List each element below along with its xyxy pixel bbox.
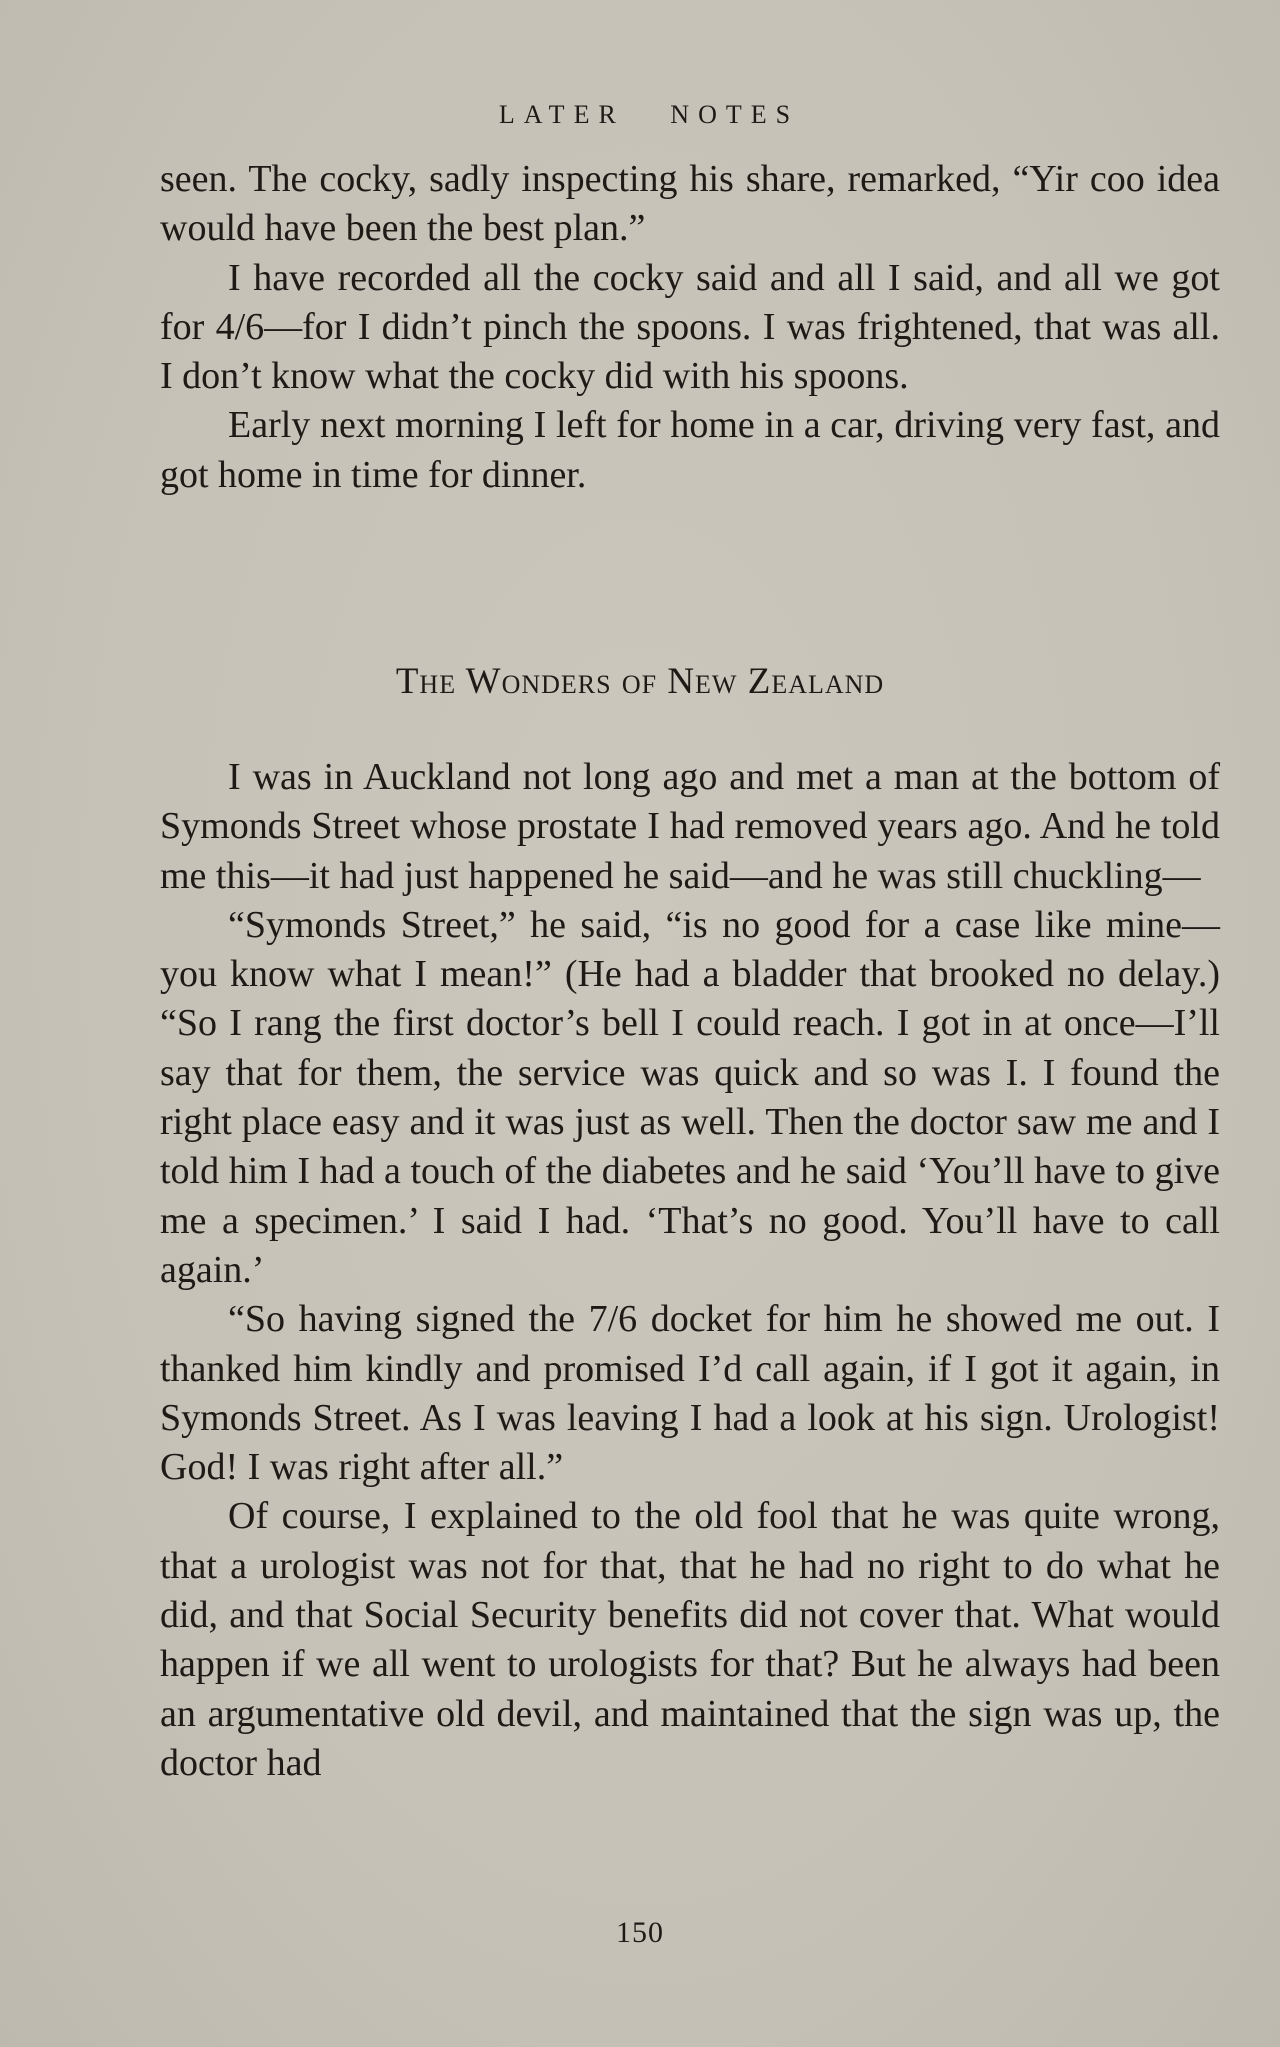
paragraph: I was in Auckland not long ago and met a man at the bottom of Symonds Street whose prostate I had removed years ago. And he told me this—it had just happened he said—and he was still chuckling—	[160, 756, 1220, 897]
paragraph: seen. The cocky, sadly inspecting his share, remarked, “Yir coo idea would have been the best plan.”	[160, 158, 1220, 250]
paragraph: “Symonds Street,” he said, “is no good for a case like mine—you know what I mean!” (He had a bladder that brooked no delay.) “So I rang the first doctor’s bell I could reach. I got in at once—I’ll say that for them, the service was quick and so was I. I found the right place easy and it was just as well. Then the doctor saw me and I told him I had a touch of the diabetes and he said ‘You’ll have to give me a specimen.’ I said I had. ‘That’s no good. You’ll have to call again.’	[160, 903, 1220, 1291]
running-head: LATER NOTES	[498, 100, 800, 129]
section-title: The Wonders of New Zealand	[395, 661, 885, 702]
paragraph: Of course, I explained to the old fool that he was quite wrong, that a urologist was not for that, that he had no right to do what he did, and that Social Security benefits did not cover that. What would happen if we all went to urologists for that? But he always had been an argumentative old devil, and maintained that the sign was up, the doctor had	[160, 1495, 1220, 1784]
paragraph: I have recorded all the cocky said and all I said, and all we got for 4/6—for I didn’t pinch the spoons. I was frightened, that was all. I don’t know what the cocky did with his spoons.	[160, 256, 1220, 398]
page-number: 150	[616, 1916, 664, 1949]
section-1-text	[160, 155, 1220, 500]
section-2-text	[160, 753, 1220, 1788]
paragraph: “So having signed the 7/6 docket for him he showed me out. I thanked him kindly and promised I’d call again, if I got it again, in Symonds Street. As I was leaving I had a look at his sign. Urologist! God! I was right after all.”	[160, 1298, 1220, 1489]
paragraph: Early next morning I left for home in a car, driving very fast, and got home in time for dinner.	[160, 404, 1220, 496]
